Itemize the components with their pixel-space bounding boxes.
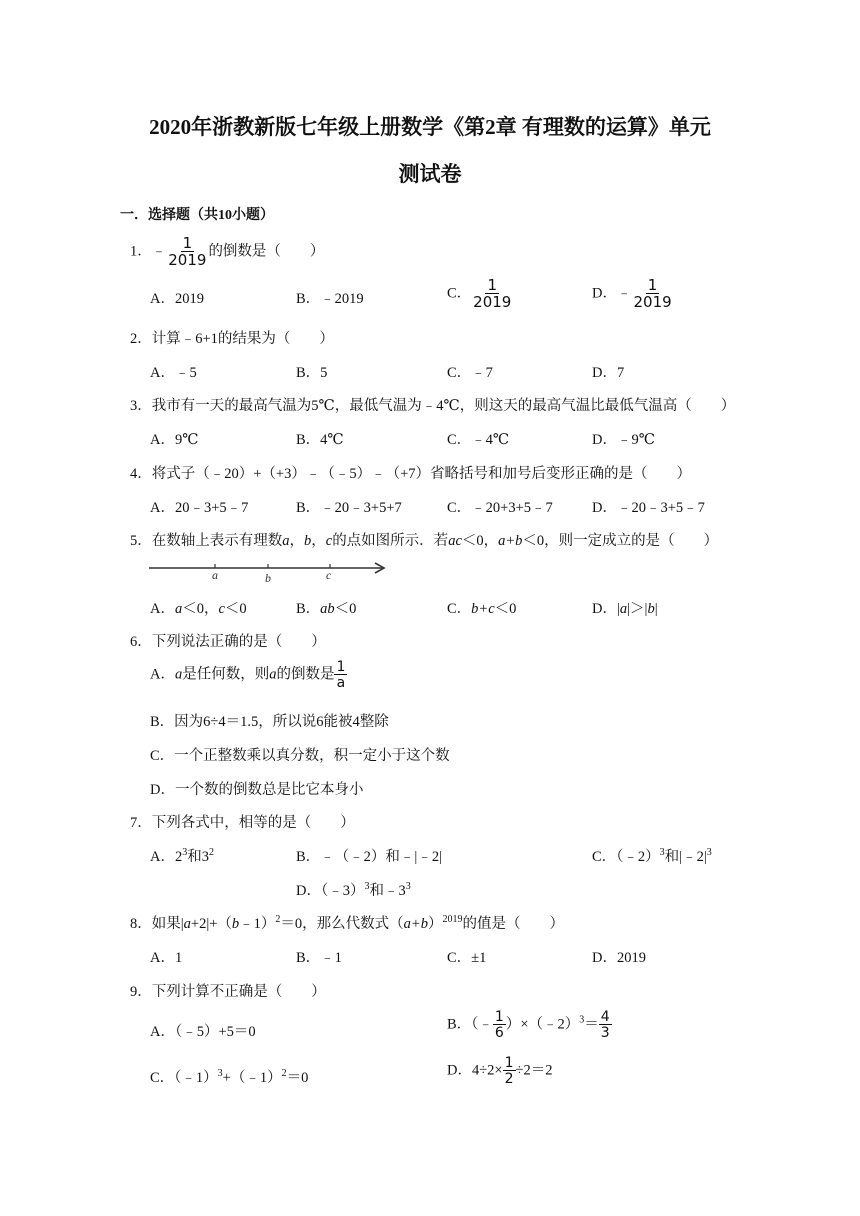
q9-option-d: D．4÷2× $\frac{1}{2}$ ÷2＝2	[447, 1055, 553, 1087]
q3-option-a: A．9℃	[150, 432, 199, 448]
question-2: 2．计算﹣6+1的结果为（ ）	[130, 331, 334, 347]
page-title-line-1: 2020年浙教新版七年级上册数学《第2章 有理数的运算》单元	[149, 115, 711, 139]
q7-option-b: B．﹣（﹣2）和﹣|﹣2|	[296, 849, 442, 865]
q5-option-c: C．b+c＜0	[447, 601, 517, 617]
q2-option-d: D．7	[592, 365, 625, 381]
label-b: b	[265, 571, 271, 585]
q6-option-a: A．a是任何数，则a的倒数是 $\frac{1}{a}$	[150, 659, 346, 691]
q8-option-b: B．﹣1	[296, 950, 342, 966]
question-3: 3．我市有一天的最高气温为5℃，最低气温为﹣4℃，则这天的最高气温比最低气温高（ ）	[130, 398, 736, 414]
q4-option-c: C．﹣20+3+5﹣7	[447, 500, 553, 516]
q2-option-a: A．﹣5	[150, 365, 197, 381]
q5-option-a: A．a＜0，c＜0	[150, 601, 247, 617]
q2-option-b: B．5	[296, 365, 328, 381]
question-6: 6．下列说法正确的是（ ）	[130, 634, 326, 650]
q7-option-c: C．（﹣2）$^3$和$|﹣2|^3$	[592, 847, 712, 865]
q6-option-d: D．一个数的倒数总是比它本身小	[150, 782, 364, 798]
section-heading: 一．选择题（共10小题）	[120, 208, 274, 223]
q1-option-a: A．2019	[150, 291, 204, 307]
q8-option-c: C．±1	[447, 950, 487, 966]
q3-option-d: D．﹣9℃	[592, 432, 655, 448]
page-title-line-2: 测试卷	[398, 162, 462, 186]
q1-option-c: C． $\frac{1}{2019}$	[447, 276, 512, 311]
q8-option-a: A．1	[150, 950, 183, 966]
label-c: c	[326, 568, 332, 582]
q4-option-b: B．﹣20﹣3+5+7	[296, 500, 402, 516]
number-line-figure	[146, 558, 391, 586]
q2-option-c: C．﹣7	[447, 365, 493, 381]
q4-option-d: D．﹣20﹣3+5﹣7	[592, 500, 705, 516]
question-9: 9．下列计算不正确是（ ）	[130, 984, 326, 1000]
q7-option-d: D．（﹣3）$^3$和$﹣3^3$	[296, 881, 411, 899]
q9-option-c: C．（﹣1）$^3$+（﹣1）$^2$＝0	[150, 1068, 309, 1086]
q6-option-c: C．一个正整数乘以真分数，积一定小于这个数	[150, 748, 450, 764]
q5-option-d: D．|a|＞|b|	[592, 601, 658, 617]
q1-option-b: B．﹣2019	[296, 291, 364, 307]
label-a: a	[212, 568, 218, 582]
question-1: 1．﹣ $\frac{1}{2019}$ 的倒数是（ ）	[130, 234, 325, 269]
question-8: 8．如果|a+2|+（b﹣1）$^2$＝0，那么代数式$(a+b)^{2019}$的值是（ ）	[130, 914, 564, 932]
q9-option-a: A．（﹣5）+5＝0	[150, 1024, 256, 1040]
q4-option-a: A．20﹣3+5﹣7	[150, 500, 249, 516]
q8-option-d: D．2019	[592, 950, 646, 966]
q1-option-d: D．﹣ $\frac{1}{2019}$	[592, 276, 672, 311]
q6-option-b: B．因为6÷4＝1.5，所以说6能被4整除	[150, 714, 389, 730]
q7-option-a: A．$2^3$和$3^2$	[150, 847, 214, 865]
question-4: 4．将式子（﹣20）+（+3）﹣（﹣5）﹣（+7）省略括号和加号后变形正确的是（ ）	[130, 466, 692, 482]
q9-option-b: B．（﹣ $\frac{1}{6}$ ）×（﹣2）$^3$＝ $\frac{4}{3}$	[447, 1009, 610, 1041]
q3-option-c: C．﹣4℃	[447, 432, 510, 448]
question-7: 7．下列各式中，相等的是（ ）	[130, 815, 355, 831]
q5-option-b: B．ab＜0	[296, 601, 357, 617]
q3-option-b: B．4℃	[296, 432, 344, 448]
question-5: 5．在数轴上表示有理数a，b，c的点如图所示．若ac＜0，a+b＜0，则一定成立的是（ ）	[130, 533, 719, 549]
